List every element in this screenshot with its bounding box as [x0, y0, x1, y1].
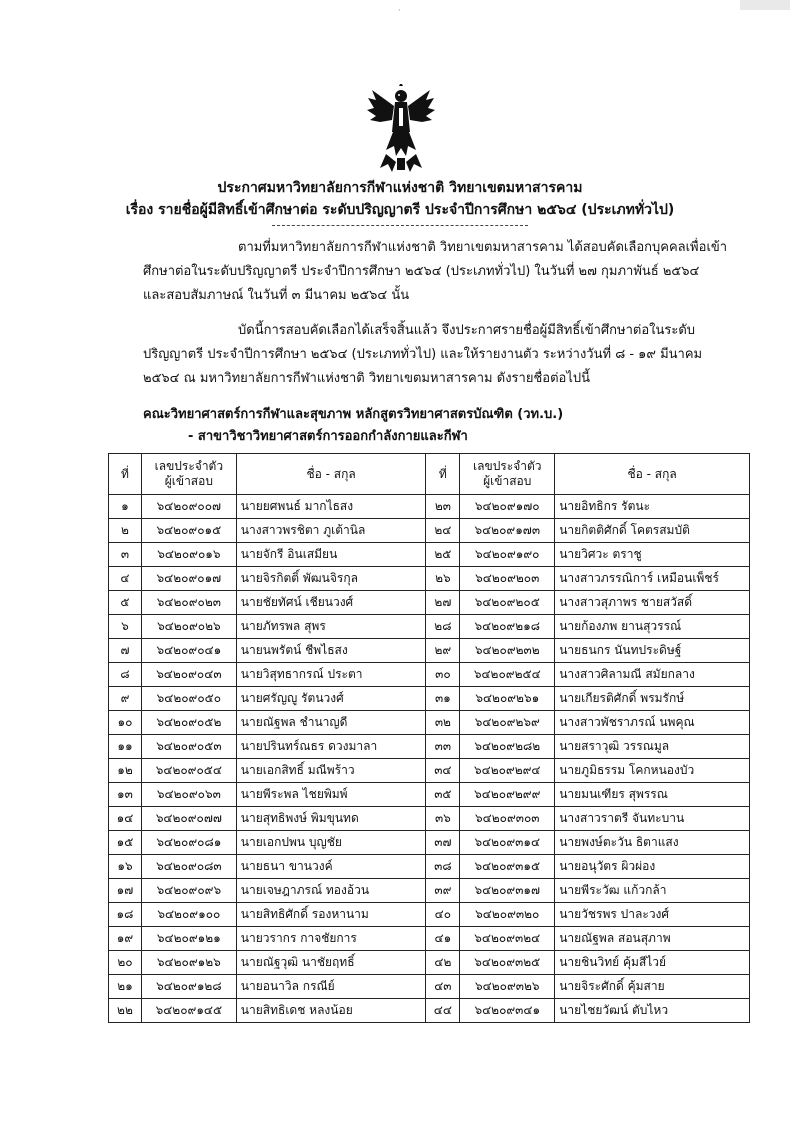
paragraph-2-line-1: บัดนี้การสอบคัดเลือกได้เสร็จสิ้นแล้ว จึงประกาศรายชื่อผู้มีสิทธิ์เข้าศึกษาต่อในระดับ [238, 323, 696, 338]
applicant-name: นายยศพนธ์ มากไธสง [236, 495, 426, 519]
row-number: ๑๘ [109, 903, 142, 927]
applicant-name: นายก้องภพ ยานสุวรรณ์ [555, 615, 750, 639]
applicant-name: นางสาวศิลามณี สมัยกลาง [555, 663, 750, 687]
row-number: ๑๙ [109, 927, 142, 951]
applicant-name: นายอิทธิกร รัตนะ [555, 495, 750, 519]
table-row [109, 567, 750, 591]
row-number: ๑๕ [109, 831, 142, 855]
announcement-title: ประกาศมหาวิทยาลัยการกีฬาแห่งชาติ วิทยาเขตมหาสารคาม [217, 180, 583, 196]
applicant-code: ๖๔๒๐๙๐๕๒ [141, 711, 236, 735]
header-code-line-2: ผู้เข้าสอบ [164, 474, 213, 488]
applicant-name: นายพงษ์ตะวัน ธิตาแสง [555, 831, 750, 855]
applicant-code: ๖๔๒๐๙๓๒๕ [460, 951, 555, 975]
table-row [109, 615, 750, 639]
table-row [109, 639, 750, 663]
row-number: ๒๔ [426, 519, 460, 543]
header-name-2-label: ชื่อ - สกุล [627, 466, 677, 481]
applicant-name: นายจิระศักดิ์ คุ้มสาย [555, 975, 750, 999]
row-number: ๒๙ [426, 639, 460, 663]
row-number: ๗ [109, 639, 142, 663]
applicant-name: นายพีระวัฒ แก้วกล้า [555, 879, 750, 903]
applicant-code: ๖๔๒๐๙๓๒๖ [460, 975, 555, 999]
header-no-2-label: ที่ [438, 466, 447, 481]
row-number: ๓๐ [426, 663, 460, 687]
row-number: ๒๘ [426, 615, 460, 639]
row-number: ๔๔ [426, 999, 460, 1023]
header-name-2 [555, 454, 750, 495]
applicant-name: นายวรากร กาจชัยการ [236, 927, 426, 951]
scan-mark: · [398, 6, 401, 15]
table-row [109, 975, 750, 999]
applicant-name: นางสาวภรรณิการ์ เหมือนเพ็ชร์ [555, 567, 750, 591]
row-number: ๒๖ [426, 567, 460, 591]
applicant-code: ๖๔๒๐๙๓๔๑ [460, 999, 555, 1023]
row-number: ๑๖ [109, 855, 142, 879]
applicant-name: นายเจษฎาภรณ์ ทองอ้วน [236, 879, 426, 903]
header-no-label: ที่ [121, 466, 129, 481]
table-row [109, 543, 750, 567]
row-number: ๓๗ [426, 831, 460, 855]
scan-corner-shade [740, 0, 790, 10]
applicant-name: นายไชยวัฒน์ ตับไหว [555, 999, 750, 1023]
applicant-code: ๖๔๒๐๙๐๒๓ [141, 591, 236, 615]
row-number: ๓๖ [426, 807, 460, 831]
row-number: ๔๐ [426, 903, 460, 927]
applicant-code: ๖๔๒๐๙๒๘๒ [460, 735, 555, 759]
table-row [109, 999, 750, 1023]
applicant-name: นางสาวพรชิตา ภูเต้านิล [236, 519, 426, 543]
row-number: ๓๓ [426, 735, 460, 759]
applicant-code: ๖๔๒๐๙๐๕๔ [141, 759, 236, 783]
applicant-name: นางสาวราตรี จันทะบาน [555, 807, 750, 831]
applicant-code: ๖๔๒๐๙๒๙๙ [460, 783, 555, 807]
applicant-code: ๖๔๒๐๙๒๐๓ [460, 567, 555, 591]
header-code-2-line-2: ผู้เข้าสอบ [483, 474, 532, 488]
applicant-code: ๖๔๒๐๙๐๘๓ [141, 855, 236, 879]
row-number: ๑๔ [109, 807, 142, 831]
applicant-code: ๖๔๒๐๙๑๒๖ [141, 951, 236, 975]
applicant-name: นายจิรกิตติ์ พัฒนจิรกุล [236, 567, 426, 591]
applicant-name: นายภูมิธรรม โคกหนองบัว [555, 759, 750, 783]
header-code-2 [460, 454, 555, 495]
header-no [109, 454, 142, 495]
applicant-code: ๖๔๒๐๙๑๗๓ [460, 519, 555, 543]
row-number: ๘ [109, 663, 142, 687]
applicant-code: ๖๔๒๐๙๑๒๘ [141, 975, 236, 999]
applicant-code: ๖๔๒๐๙๒๕๔ [460, 663, 555, 687]
paragraph-1-line-2: ศึกษาต่อในระดับปริญญาตรี ประจำปีการศึกษา ๒๕๖๔ (ประเภททั่วไป) ในวันที่ ๒๗ กุมภาพันธ์ ๒๕๖๔ [143, 264, 700, 279]
row-number: ๓๕ [426, 783, 460, 807]
table-row [109, 951, 750, 975]
applicant-code: ๖๔๒๐๙๐๔๓ [141, 663, 236, 687]
applicant-name: นายธนกร นันทประดิษฐ์ [555, 639, 750, 663]
applicant-code: ๖๔๒๐๙๑๔๕ [141, 999, 236, 1023]
header-no-2 [426, 454, 460, 495]
applicant-code: ๖๔๒๐๙๒๑๘ [460, 615, 555, 639]
applicant-name: นายณัฐพล ชำนาญดี [236, 711, 426, 735]
applicant-name: นายสุทธิพงษ์ พิมขุนทด [236, 807, 426, 831]
applicant-name: นายวิศวะ ตราชู [555, 543, 750, 567]
header-code-line-1: เลขประจำตัว [154, 459, 224, 473]
admission-roster-table [108, 453, 750, 1023]
table-row [109, 591, 750, 615]
faculty-heading: คณะวิทยาศาสตร์การกีฬาและสุขภาพ หลักสูตรวิทยาศาสตรบัณฑิต (วท.บ.) [143, 407, 564, 422]
row-number: ๓๔ [426, 759, 460, 783]
applicant-code: ๖๔๒๐๙๐๗๗ [141, 807, 236, 831]
row-number: ๓ [109, 543, 142, 567]
table-row [109, 903, 750, 927]
applicant-name: นายณัฐพล สอนสุภาพ [555, 927, 750, 951]
row-number: ๒๒ [109, 999, 142, 1023]
applicant-code: ๖๔๒๐๙๐๕๐ [141, 687, 236, 711]
row-number: ๑๐ [109, 711, 142, 735]
row-number: ๔๑ [426, 927, 460, 951]
row-number: ๒ [109, 519, 142, 543]
table-row [109, 831, 750, 855]
applicant-code: ๖๔๒๐๙๓๑๔ [460, 831, 555, 855]
applicant-name: นายพีระพล ไชยพิมพ์ [236, 783, 426, 807]
applicant-code: ๖๔๒๐๙๑๐๐ [141, 903, 236, 927]
table-row [109, 807, 750, 831]
table-row [109, 687, 750, 711]
applicant-code: ๖๔๒๐๙๓๑๗ [460, 879, 555, 903]
row-number: ๔๓ [426, 975, 460, 999]
table-body [109, 495, 750, 1023]
applicant-code: ๖๔๒๐๙๐๕๓ [141, 735, 236, 759]
row-number: ๒๐ [109, 951, 142, 975]
title-divider [272, 225, 528, 226]
applicant-code: ๖๔๒๐๙๐๘๑ [141, 831, 236, 855]
applicant-name: นายอนาวิล กรณีย์ [236, 975, 426, 999]
applicant-code: ๖๔๒๐๙๓๒๔ [460, 927, 555, 951]
applicant-code: ๖๔๒๐๙๐๑๗ [141, 567, 236, 591]
row-number: ๕ [109, 591, 142, 615]
applicant-name: นายปรินทร์ณธร ดวงมาลา [236, 735, 426, 759]
table-row [109, 519, 750, 543]
table-row [109, 855, 750, 879]
paragraph-1-line-3: และสอบสัมภาษณ์ ในวันที่ ๓ มีนาคม ๒๕๖๔ นั้น [143, 288, 410, 303]
row-number: ๒๑ [109, 975, 142, 999]
row-number: ๖ [109, 615, 142, 639]
paragraph-1-line-1: ตามที่มหาวิทยาลัยการกีฬาแห่งชาติ วิทยาเขตมหาสารคาม ได้สอบคัดเลือกบุคคลเพื่อเข้า [238, 240, 728, 255]
row-number: ๔ [109, 567, 142, 591]
applicant-name: นายนพรัตน์ ชีพไธสง [236, 639, 426, 663]
applicant-code: ๖๔๒๐๙๐๑๕ [141, 519, 236, 543]
garuda-emblem-icon [366, 84, 436, 174]
applicant-name: นายชัยทัศน์ เชียนวงศ์ [236, 591, 426, 615]
row-number: ๒๗ [426, 591, 460, 615]
applicant-code: ๖๔๒๐๙๐๔๑ [141, 639, 236, 663]
applicant-name: นายสิทธิศักดิ์ รองหานาม [236, 903, 426, 927]
header-name [236, 454, 426, 495]
applicant-code: ๖๔๒๐๙๐๖๓ [141, 783, 236, 807]
applicant-code: ๖๔๒๐๙๒๖๑ [460, 687, 555, 711]
header-name-label: ชื่อ - สกุล [306, 466, 356, 481]
row-number: ๔๒ [426, 951, 460, 975]
applicant-name: นายมนเฑียร สุพรรณ [555, 783, 750, 807]
applicant-name: นางสาวพัชราภรณ์ นพคุณ [555, 711, 750, 735]
row-number: ๓๘ [426, 855, 460, 879]
row-number: ๓๒ [426, 711, 460, 735]
applicant-code: ๖๔๒๐๙๒๐๕ [460, 591, 555, 615]
table-row [109, 879, 750, 903]
applicant-name: นายเกียรติศักดิ์ พรมรักษ์ [555, 687, 750, 711]
applicant-code: ๖๔๒๐๙๐๑๖ [141, 543, 236, 567]
row-number: ๒๓ [426, 495, 460, 519]
header-code [141, 454, 236, 495]
row-number: ๑๑ [109, 735, 142, 759]
announcement-subject: เรื่อง รายชื่อผู้มีสิทธิ์เข้าศึกษาต่อ ระดับปริญญาตรี ประจำปีการศึกษา ๒๕๖๔ (ประเภททั่วไป) [125, 202, 675, 218]
applicant-name: นายธนา ขานวงค์ [236, 855, 426, 879]
applicant-name: นายสิทธิเดช หลงน้อย [236, 999, 426, 1023]
applicant-code: ๖๔๒๐๙๐๙๖ [141, 879, 236, 903]
applicant-code: ๖๔๒๐๙๐๒๖ [141, 615, 236, 639]
branch-heading: - สาขาวิชาวิทยาศาสตร์การออกกำลังกายและกีฬา [188, 429, 468, 444]
paragraph-2-line-3: ๒๕๖๔ ณ มหาวิทยาลัยการกีฬาแห่งชาติ วิทยาเขตมหาสารคาม ดังรายชื่อต่อไปนี้ [143, 371, 590, 386]
applicant-code: ๖๔๒๐๙๒๖๙ [460, 711, 555, 735]
applicant-name: นายสราวุฒิ วรรณมูล [555, 735, 750, 759]
applicant-name: นายวิสุทธากรณ์ ประตา [236, 663, 426, 687]
applicant-name: นายชินวิทย์ คุ้มสีไวย์ [555, 951, 750, 975]
paragraph-2-line-2: ปริญญาตรี ประจำปีการศึกษา ๒๕๖๔ (ประเภททั่วไป) และให้รายงานตัว ระหว่างวันที่ ๘ - ๑๙ มีนาคม [143, 347, 703, 362]
row-number: ๑ [109, 495, 142, 519]
table-row [109, 927, 750, 951]
row-number: ๓๑ [426, 687, 460, 711]
table-header-row [109, 454, 750, 495]
table-row [109, 495, 750, 519]
row-number: ๑๗ [109, 879, 142, 903]
applicant-name: นายศรัญญู รัตนวงศ์ [236, 687, 426, 711]
applicant-name: นายจักรี อินเสมียน [236, 543, 426, 567]
row-number: ๙ [109, 687, 142, 711]
table-row [109, 663, 750, 687]
applicant-code: ๖๔๒๐๙๓๐๓ [460, 807, 555, 831]
applicant-code: ๖๔๒๐๙๒๓๒ [460, 639, 555, 663]
header-code-2-line-1: เลขประจำตัว [473, 459, 542, 473]
applicant-name: นายอนุวัตร ผิวผ่อง [555, 855, 750, 879]
applicant-name: นายวัชรพร ปาละวงศ์ [555, 903, 750, 927]
applicant-code: ๖๔๒๐๙๑๙๐ [460, 543, 555, 567]
applicant-code: ๖๔๒๐๙๐๐๗ [141, 495, 236, 519]
applicant-name: นายเอกปพน บุญชัย [236, 831, 426, 855]
applicant-code: ๖๔๒๐๙๑๗๐ [460, 495, 555, 519]
applicant-name: นายเอกสิทธิ์ มณีพร้าว [236, 759, 426, 783]
row-number: ๓๙ [426, 879, 460, 903]
row-number: ๑๒ [109, 759, 142, 783]
applicant-name: นางสาวสุภาพร ชายสวัสดิ์ [555, 591, 750, 615]
table-row [109, 735, 750, 759]
applicant-code: ๖๔๒๐๙๓๒๐ [460, 903, 555, 927]
applicant-code: ๖๔๒๐๙๑๒๑ [141, 927, 236, 951]
applicant-name: นายภัทรพล สุพร [236, 615, 426, 639]
row-number: ๒๕ [426, 543, 460, 567]
row-number: ๑๓ [109, 783, 142, 807]
table-row [109, 759, 750, 783]
applicant-code: ๖๔๒๐๙๒๙๔ [460, 759, 555, 783]
applicant-name: นายณัฐวุฒิ นาชัยฤทธิ์ [236, 951, 426, 975]
applicant-code: ๖๔๒๐๙๓๑๕ [460, 855, 555, 879]
applicant-name: นายกิตติศักดิ์ โคตรสมบัติ [555, 519, 750, 543]
table-row [109, 711, 750, 735]
table-row [109, 783, 750, 807]
